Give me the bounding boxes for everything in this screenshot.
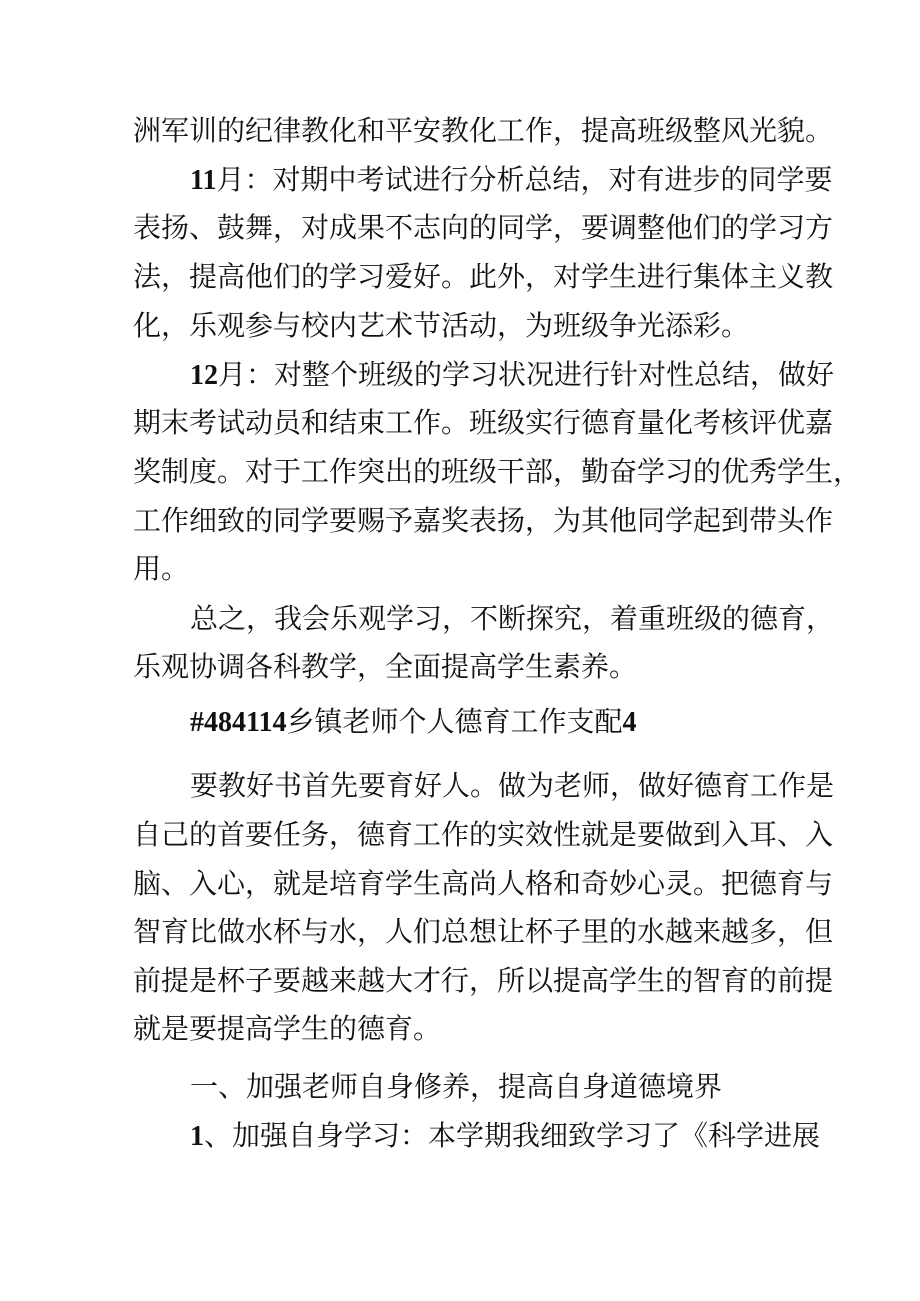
text-span: 、加强自身学习：本学期我细致学习了《科学进展	[204, 1119, 821, 1152]
text-line: 法，提高他们的学习爱好。此外，对学生进行集体主义教	[133, 260, 834, 293]
text-line: 要教好书首先要育好人。做为老师，做好德育工作是	[190, 769, 835, 802]
paragraph-december-line	[190, 357, 834, 393]
heading-text: 乡镇老师个人德育工作支配	[286, 705, 623, 738]
text-line: 总之，我会乐观学习，不断探究，着重班级的德育，	[190, 602, 835, 635]
heading-number: #484114	[190, 707, 287, 738]
text-line: 用。	[133, 552, 190, 585]
text-line: 表扬、鼓舞，对成果不志向的同学，要调整他们的学习方	[133, 211, 834, 244]
list-item	[190, 1118, 820, 1154]
text-line: 奖制度。对于工作突出的班级干部，勤奋学习的优秀学生，	[133, 455, 862, 488]
heading-suffix: 4	[622, 707, 637, 738]
text-span: 月：对整个班级的学习状况进行针对性总结，做好	[218, 358, 835, 391]
text-line: 智育比做水杯与水，人们总想让杯子里的水越来越多，但	[133, 915, 834, 948]
month-number: 11	[190, 165, 217, 196]
text-line: 自己的首要任务，德育工作的实效性就是要做到入耳、入	[133, 818, 834, 851]
text-line: 工作细致的同学要赐予嘉奖表扬，为其他同学起到带头作	[133, 504, 834, 537]
text-line: 乐观协调各科教学，全面提高学生素养。	[133, 650, 638, 683]
text-line: 洲军训的纪律教化和平安教化工作，提高班级整风光貌。	[133, 114, 834, 147]
item-number: 1	[190, 1121, 204, 1152]
text-line: 脑、入心，就是培育学生高尚人格和奇妙心灵。把德育与	[133, 867, 834, 900]
text-line: 前提是杯子要越来越大才行，所以提高学生的智育的前提	[133, 964, 834, 997]
paragraph-november-line	[190, 162, 832, 198]
text-span: 月：对期中考试进行分析总结，对有进步的同学要	[216, 163, 833, 196]
text-line: 就是要提高学生的德育。	[133, 1012, 442, 1045]
section-heading	[190, 704, 636, 740]
subsection-title: 一、加强老师自身修养，提高自身道德境界	[190, 1070, 723, 1103]
text-line: 化，乐观参与校内艺术节活动，为班级争光添彩。	[133, 309, 750, 342]
text-line: 期末考试动员和结束工作。班级实行德育量化考核评优嘉	[133, 406, 834, 439]
month-number: 12	[190, 360, 218, 391]
